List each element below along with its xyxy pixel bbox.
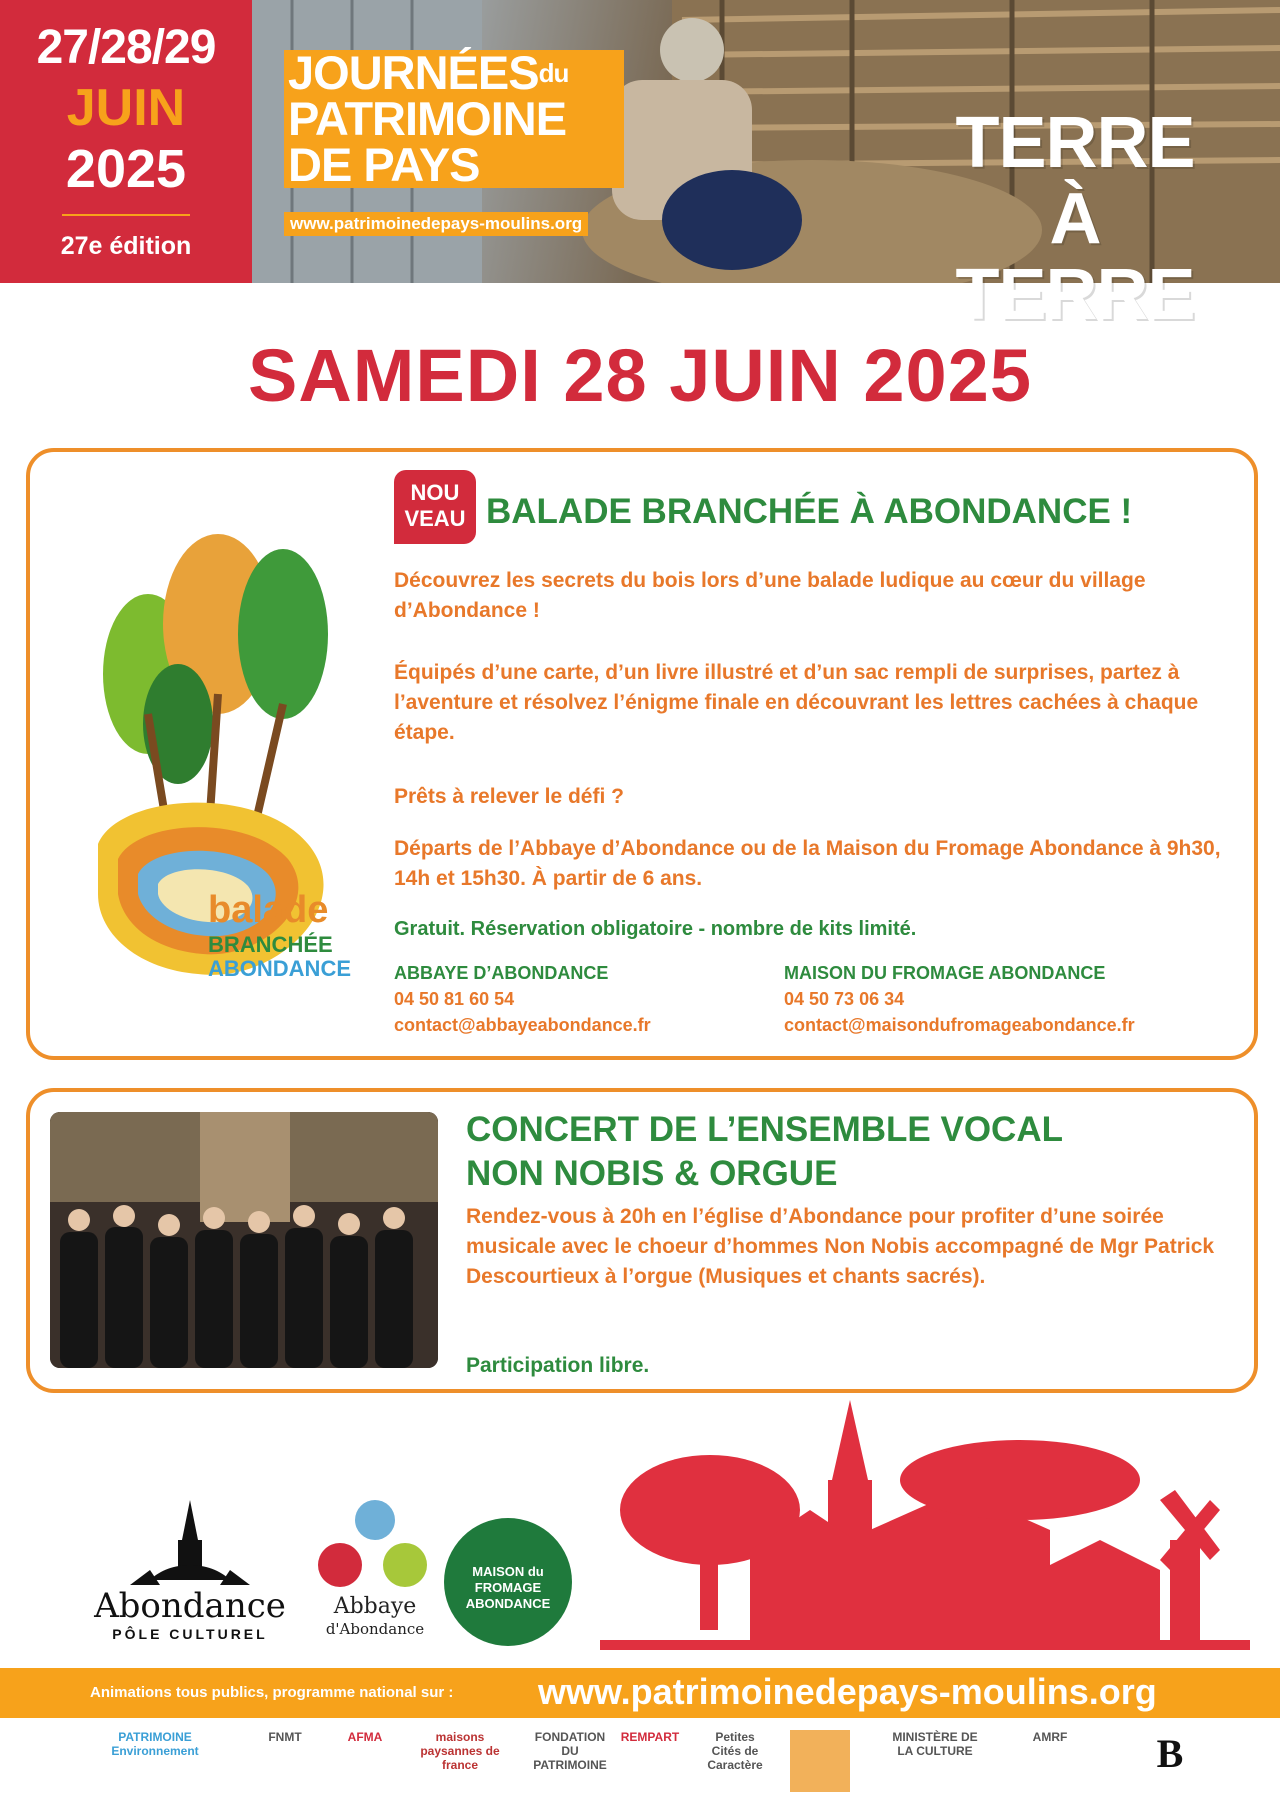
balade-logo-word3: ABONDANCE xyxy=(208,956,351,981)
date-days: 27/28/29 xyxy=(36,21,216,74)
contact-email[interactable]: contact@abbayeabondance.fr xyxy=(394,1015,651,1035)
date-box xyxy=(0,0,252,283)
balade-info: Gratuit. Réservation obligatoire - nombre de kits limité. xyxy=(394,918,917,940)
contact-name: MAISON DU FROMAGE ABONDANCE xyxy=(784,963,1106,983)
event-title-line3: DE PAYS xyxy=(288,138,480,191)
balade-para3: Prêts à relever le défi ? xyxy=(394,785,624,808)
abondance-logo xyxy=(70,1500,310,1640)
partner-logo: MINISTÈRE DE LA CULTURE xyxy=(892,1730,978,1758)
concert-photo xyxy=(50,1112,438,1368)
event-title-line2: PATRIMOINE xyxy=(288,92,567,145)
concert-title-line1: CONCERT DE L’ENSEMBLE VOCAL xyxy=(466,1110,1063,1149)
abondance-logo-name: Abondance xyxy=(94,1586,286,1626)
partner-logo: AMRF xyxy=(1032,1730,1068,1744)
header-banner xyxy=(0,0,1280,335)
maison-fromage-logo xyxy=(444,1518,572,1646)
theme-title xyxy=(940,105,1210,333)
tree-icon xyxy=(103,534,328,844)
balade-logo-word2: BRANCHÉE xyxy=(208,932,333,957)
balade-para2: Équipés d’une carte, d’un livre illustré et d’un sac rempli de surprises, partez à l’aventure et résolvez l’énigme finale en découvrant les lettres cachées à chaque étape. xyxy=(394,661,1199,744)
footer-tagline: Animations tous publics, programme national sur : xyxy=(90,1684,454,1701)
abbaye-logo xyxy=(310,1500,440,1650)
new-badge-line2: VEAU xyxy=(404,506,466,531)
church-icon xyxy=(70,1500,310,1590)
contact-phone[interactable]: 04 50 73 06 34 xyxy=(784,989,905,1009)
partner-logo: PATRIMOINE Environnement xyxy=(111,1730,199,1758)
balade-logo xyxy=(58,514,408,1034)
concert-title-line2: NON NOBIS & ORGUE xyxy=(466,1154,838,1193)
partner-logo: B xyxy=(1156,1731,1184,1776)
contact-phone[interactable]: 04 50 81 60 54 xyxy=(394,989,515,1009)
maison-fromage-logo-text: MAISON du FROMAGE ABONDANCE xyxy=(465,1564,551,1611)
event-title xyxy=(284,46,624,191)
partner-logo: FNMT xyxy=(268,1730,302,1744)
balade-logo-word1: balade xyxy=(208,889,329,931)
date-month: JUIN xyxy=(66,79,186,137)
partner-logo xyxy=(790,1730,850,1792)
balade-title: BALADE BRANCHÉE À ABONDANCE ! xyxy=(486,492,1133,531)
contact-maison-fromage xyxy=(784,960,1135,1038)
contact-name: ABBAYE D’ABONDANCE xyxy=(394,963,609,983)
partner-logo: REMPART xyxy=(620,1730,680,1744)
partner-logo: maisons paysannes de france xyxy=(420,1730,500,1772)
partner-logo: Petites Cités de Caractère xyxy=(707,1730,763,1772)
concert-title xyxy=(466,1108,1063,1196)
event-title-line1: JOURNÉES xyxy=(288,46,539,99)
concert-participation: Participation libre. xyxy=(466,1354,650,1377)
date-year: 2025 xyxy=(65,139,187,199)
abondance-logo-sub: PÔLE CULTUREL xyxy=(112,1626,268,1642)
theme-line2: À TERRE xyxy=(955,179,1195,335)
date-separator xyxy=(62,214,190,216)
new-badge xyxy=(394,470,476,544)
event-url[interactable]: www.patrimoinedepays-moulins.org xyxy=(284,212,588,236)
partner-logo: AFMA xyxy=(347,1730,383,1744)
event-title-du: du xyxy=(538,58,569,88)
partner-logo: FONDATION DU PATRIMOINE xyxy=(533,1730,607,1772)
new-badge-line1: NOU xyxy=(410,480,460,505)
partner-logos xyxy=(0,1722,1280,1802)
footer-url[interactable]: www.patrimoinedepays-moulins.org xyxy=(538,1671,1157,1712)
edition-label: 27e édition xyxy=(60,232,192,260)
rosette-icon xyxy=(310,1500,440,1595)
day-title: SAMEDI 28 JUIN 2025 xyxy=(247,334,1032,417)
concert-card xyxy=(26,1088,1258,1393)
balade-para4: Départs de l’Abbaye d’Abondance ou de la Maison du Fromage Abondance à 9h30, 14h et 15h30. À partir de 6 ans. xyxy=(394,837,1221,890)
theme-line1: TERRE xyxy=(955,103,1195,183)
footer-band xyxy=(0,1668,1280,1718)
concert-description: Rendez-vous à 20h en l’église d’Abondance pour profiter d’une soirée musicale avec le choeur d’hommes Non Nobis accompagné de Mgr Patrick Descourtieux à l’orgue (Musiques et chants sacrés). xyxy=(466,1205,1215,1288)
village-silhouette xyxy=(600,1400,1250,1650)
contact-email[interactable]: contact@maisondufromageabondance.fr xyxy=(784,1015,1135,1035)
balade-para1: Découvrez les secrets du bois lors d’une balade ludique au cœur du village d’Abondance ! xyxy=(394,569,1146,622)
abbaye-logo-name: Abbaye xyxy=(333,1594,417,1619)
balade-card xyxy=(26,448,1258,1060)
abbaye-logo-name2: d'Abondance xyxy=(325,1620,425,1638)
contact-abbaye xyxy=(394,960,651,1038)
